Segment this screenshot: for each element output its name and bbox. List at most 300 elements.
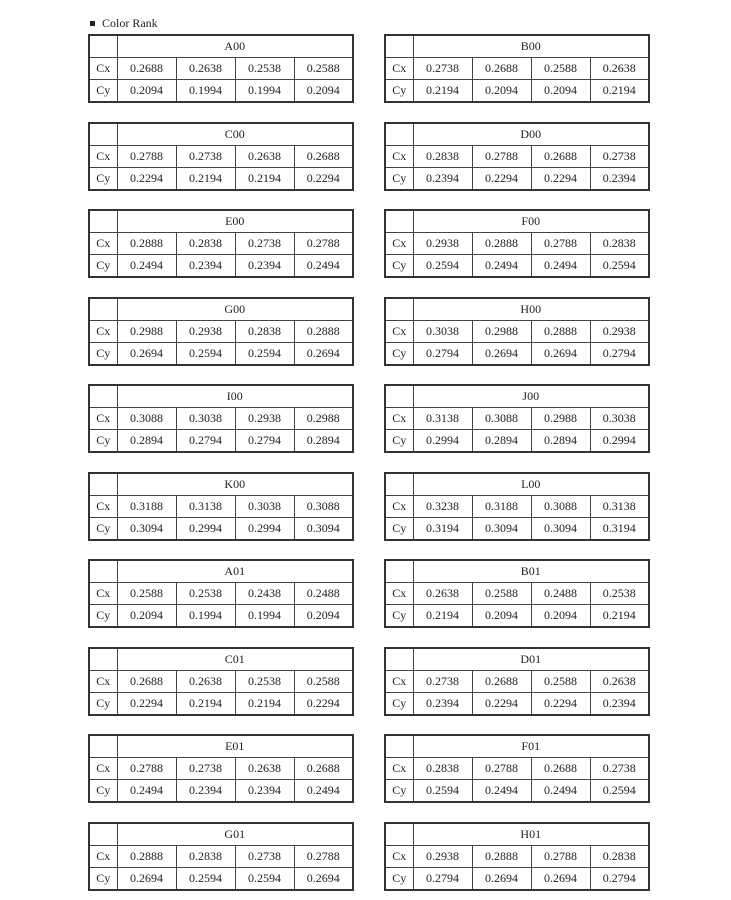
cx-row	[385, 845, 649, 867]
cy-label: Cy	[89, 255, 117, 278]
cx-value: 0.2788	[531, 233, 590, 255]
cy-value: 0.2194	[235, 692, 294, 715]
corner-cell	[89, 823, 117, 846]
cx-row	[89, 495, 353, 517]
cy-value: 0.2694	[531, 342, 590, 365]
rank-name: E01	[117, 735, 353, 758]
color-rank-table-f01	[384, 734, 650, 803]
corner-cell	[385, 823, 413, 846]
cy-value: 0.2094	[472, 605, 531, 628]
cx-value: 0.2538	[176, 583, 235, 605]
cy-row	[89, 167, 353, 190]
rank-name: F01	[413, 735, 649, 758]
cx-value: 0.2688	[472, 670, 531, 692]
cy-value: 0.2494	[472, 780, 531, 803]
cy-row	[385, 605, 649, 628]
cy-value: 0.2594	[176, 867, 235, 890]
cx-value: 0.3038	[590, 408, 649, 430]
cx-value: 0.2888	[472, 845, 531, 867]
cy-value: 0.2394	[176, 255, 235, 278]
rank-name: L00	[413, 473, 649, 496]
cx-row	[89, 233, 353, 255]
cx-value: 0.2738	[413, 670, 472, 692]
cx-value: 0.2688	[117, 670, 176, 692]
cx-row	[89, 670, 353, 692]
rank-name: C01	[117, 648, 353, 671]
cy-value: 0.2494	[294, 255, 353, 278]
cy-value: 0.2394	[413, 692, 472, 715]
cy-row	[89, 342, 353, 365]
rank-name: K00	[117, 473, 353, 496]
cx-label: Cx	[385, 670, 413, 692]
cy-label: Cy	[89, 430, 117, 453]
cx-label: Cx	[89, 320, 117, 342]
cx-row	[385, 145, 649, 167]
cx-value: 0.2938	[413, 845, 472, 867]
color-rank-table-h00	[384, 297, 650, 366]
cx-value: 0.2888	[294, 320, 353, 342]
color-rank-table-c01	[88, 647, 354, 716]
cx-value: 0.2538	[235, 58, 294, 80]
cy-label: Cy	[385, 167, 413, 190]
cx-value: 0.2838	[176, 845, 235, 867]
cy-value: 0.2994	[413, 430, 472, 453]
bullet-icon	[90, 21, 95, 26]
corner-cell	[89, 735, 117, 758]
rank-name: B01	[413, 560, 649, 583]
cx-row	[89, 145, 353, 167]
color-rank-table-k00	[88, 472, 354, 541]
cy-value: 0.2094	[294, 605, 353, 628]
cx-value: 0.2888	[472, 233, 531, 255]
color-rank-table-e01	[88, 734, 354, 803]
cx-value: 0.2938	[176, 320, 235, 342]
corner-cell	[89, 35, 117, 58]
cx-value: 0.3138	[176, 495, 235, 517]
cx-value: 0.2788	[531, 845, 590, 867]
cx-label: Cx	[89, 670, 117, 692]
cx-value: 0.3138	[413, 408, 472, 430]
cx-label: Cx	[89, 845, 117, 867]
cx-label: Cx	[385, 583, 413, 605]
cy-row	[385, 80, 649, 103]
cy-value: 0.2194	[590, 605, 649, 628]
cx-value: 0.2738	[176, 758, 235, 780]
cx-value: 0.2588	[531, 670, 590, 692]
cx-row	[385, 758, 649, 780]
rank-name: F00	[413, 210, 649, 233]
cy-label: Cy	[89, 517, 117, 540]
cy-row	[89, 605, 353, 628]
color-rank-table-l00	[384, 472, 650, 541]
cx-value: 0.2988	[531, 408, 590, 430]
cy-value: 0.2394	[235, 255, 294, 278]
cy-value: 0.2394	[235, 780, 294, 803]
cx-label: Cx	[385, 58, 413, 80]
cy-value: 0.2494	[117, 255, 176, 278]
cy-value: 0.2594	[413, 255, 472, 278]
cx-value: 0.2838	[235, 320, 294, 342]
cx-value: 0.2888	[117, 233, 176, 255]
cx-label: Cx	[89, 58, 117, 80]
cy-row	[89, 80, 353, 103]
cx-value: 0.2638	[235, 758, 294, 780]
cx-label: Cx	[385, 145, 413, 167]
cy-row	[385, 255, 649, 278]
color-rank-table-g01	[88, 822, 354, 891]
cy-value: 0.2494	[531, 780, 590, 803]
cx-value: 0.3138	[590, 495, 649, 517]
cy-value: 0.3094	[531, 517, 590, 540]
cy-row	[89, 517, 353, 540]
corner-cell	[89, 298, 117, 321]
cx-label: Cx	[89, 145, 117, 167]
cx-value: 0.2738	[590, 145, 649, 167]
cx-value: 0.2688	[472, 58, 531, 80]
cy-value: 0.2394	[176, 780, 235, 803]
cx-row	[385, 320, 649, 342]
cx-value: 0.2788	[117, 145, 176, 167]
cy-value: 0.2594	[590, 255, 649, 278]
cy-value: 0.2094	[294, 80, 353, 103]
cx-value: 0.2588	[117, 583, 176, 605]
corner-cell	[89, 385, 117, 408]
cy-label: Cy	[89, 780, 117, 803]
cx-value: 0.2988	[117, 320, 176, 342]
color-rank-table-g00	[88, 297, 354, 366]
corner-cell	[89, 123, 117, 146]
section-title: Color Rank	[102, 16, 158, 30]
corner-cell	[89, 473, 117, 496]
cy-row	[385, 342, 649, 365]
cx-row	[89, 845, 353, 867]
cy-value: 0.2994	[590, 430, 649, 453]
cy-value: 0.2694	[472, 342, 531, 365]
cx-label: Cx	[89, 233, 117, 255]
cy-value: 0.2194	[413, 80, 472, 103]
color-rank-table-f00	[384, 209, 650, 278]
cy-value: 0.2194	[176, 692, 235, 715]
cy-label: Cy	[89, 867, 117, 890]
cy-row	[385, 867, 649, 890]
cy-value: 0.2194	[413, 605, 472, 628]
cy-value: 0.2094	[117, 80, 176, 103]
cx-value: 0.2838	[413, 145, 472, 167]
cy-value: 0.2394	[413, 167, 472, 190]
cy-value: 0.2194	[176, 167, 235, 190]
color-rank-table-h01	[384, 822, 650, 891]
rank-name: D01	[413, 648, 649, 671]
cy-value: 0.2594	[413, 780, 472, 803]
cx-row	[385, 58, 649, 80]
cx-value: 0.2538	[590, 583, 649, 605]
cy-label: Cy	[385, 255, 413, 278]
cx-value: 0.2788	[294, 845, 353, 867]
cx-value: 0.2638	[590, 58, 649, 80]
cx-value: 0.2788	[294, 233, 353, 255]
cx-value: 0.3088	[531, 495, 590, 517]
corner-cell	[89, 210, 117, 233]
cx-value: 0.2688	[531, 145, 590, 167]
cx-value: 0.2638	[176, 58, 235, 80]
cx-row	[385, 583, 649, 605]
cx-value: 0.3188	[117, 495, 176, 517]
cx-value: 0.2638	[235, 145, 294, 167]
rank-name: H01	[413, 823, 649, 846]
cy-value: 0.2694	[531, 867, 590, 890]
cx-value: 0.2838	[176, 233, 235, 255]
corner-cell	[385, 648, 413, 671]
cy-label: Cy	[89, 80, 117, 103]
cy-value: 0.2894	[472, 430, 531, 453]
cy-value: 0.2994	[235, 517, 294, 540]
cy-label: Cy	[385, 605, 413, 628]
cx-label: Cx	[89, 583, 117, 605]
cx-value: 0.2738	[235, 233, 294, 255]
cx-value: 0.3038	[413, 320, 472, 342]
section-heading	[90, 16, 158, 30]
cx-value: 0.2988	[294, 408, 353, 430]
cy-value: 0.2294	[472, 167, 531, 190]
cy-value: 0.1994	[235, 80, 294, 103]
cx-value: 0.2588	[294, 670, 353, 692]
cy-value: 0.2294	[531, 692, 590, 715]
cy-value: 0.2594	[235, 867, 294, 890]
cy-value: 0.2494	[472, 255, 531, 278]
color-rank-table-d00	[384, 122, 650, 191]
cy-value: 0.2094	[531, 605, 590, 628]
cx-row	[89, 758, 353, 780]
cx-value: 0.2638	[176, 670, 235, 692]
cy-label: Cy	[385, 517, 413, 540]
cy-value: 0.2394	[590, 692, 649, 715]
cy-value: 0.2994	[176, 517, 235, 540]
cy-value: 0.2794	[590, 342, 649, 365]
cy-value: 0.2594	[590, 780, 649, 803]
cy-value: 0.2494	[531, 255, 590, 278]
corner-cell	[385, 735, 413, 758]
cy-row	[89, 780, 353, 803]
corner-cell	[385, 473, 413, 496]
cx-value: 0.2738	[413, 58, 472, 80]
cx-row	[89, 58, 353, 80]
rank-name: A01	[117, 560, 353, 583]
cy-value: 0.2794	[176, 430, 235, 453]
cy-value: 0.2094	[531, 80, 590, 103]
cx-value: 0.3088	[117, 408, 176, 430]
cx-value: 0.2838	[590, 845, 649, 867]
cx-value: 0.3238	[413, 495, 472, 517]
cx-value: 0.2788	[472, 145, 531, 167]
cy-value: 0.2694	[117, 867, 176, 890]
cx-value: 0.2938	[590, 320, 649, 342]
cx-value: 0.2638	[413, 583, 472, 605]
color-rank-table-b00	[384, 34, 650, 103]
cx-value: 0.2688	[117, 58, 176, 80]
corner-cell	[385, 35, 413, 58]
cy-row	[385, 780, 649, 803]
cx-value: 0.2788	[472, 758, 531, 780]
color-rank-table-i00	[88, 384, 354, 453]
rank-name: G01	[117, 823, 353, 846]
cy-value: 0.2394	[590, 167, 649, 190]
cx-value: 0.3038	[176, 408, 235, 430]
cy-value: 0.2294	[531, 167, 590, 190]
cy-label: Cy	[89, 167, 117, 190]
cy-value: 0.2694	[472, 867, 531, 890]
cy-value: 0.2694	[294, 867, 353, 890]
cy-label: Cy	[385, 80, 413, 103]
cx-value: 0.2738	[235, 845, 294, 867]
cx-value: 0.2938	[413, 233, 472, 255]
color-rank-table-a00	[88, 34, 354, 103]
rank-name: I00	[117, 385, 353, 408]
cy-value: 0.2194	[235, 167, 294, 190]
cy-label: Cy	[385, 430, 413, 453]
cx-value: 0.2988	[472, 320, 531, 342]
cy-value: 0.2294	[117, 167, 176, 190]
cx-label: Cx	[89, 495, 117, 517]
cy-value: 0.2094	[472, 80, 531, 103]
cx-value: 0.2738	[176, 145, 235, 167]
corner-cell	[385, 385, 413, 408]
cy-value: 0.3194	[590, 517, 649, 540]
cx-value: 0.2788	[117, 758, 176, 780]
cx-row	[385, 408, 649, 430]
cy-value: 0.2294	[472, 692, 531, 715]
cy-value: 0.2794	[590, 867, 649, 890]
rank-name: J00	[413, 385, 649, 408]
rank-name: C00	[117, 123, 353, 146]
rank-name: B00	[413, 35, 649, 58]
cx-row	[385, 670, 649, 692]
cx-value: 0.2538	[235, 670, 294, 692]
color-rank-table-b01	[384, 559, 650, 628]
cy-row	[89, 867, 353, 890]
cy-value: 0.2794	[413, 342, 472, 365]
cx-value: 0.2888	[117, 845, 176, 867]
cy-value: 0.2894	[294, 430, 353, 453]
cx-value: 0.2638	[590, 670, 649, 692]
cy-label: Cy	[89, 342, 117, 365]
cy-value: 0.3194	[413, 517, 472, 540]
corner-cell	[385, 210, 413, 233]
cy-value: 0.2294	[117, 692, 176, 715]
cy-label: Cy	[385, 780, 413, 803]
cx-value: 0.2588	[531, 58, 590, 80]
cy-value: 0.2894	[531, 430, 590, 453]
cx-label: Cx	[385, 320, 413, 342]
color-rank-table-c00	[88, 122, 354, 191]
cx-value: 0.3088	[472, 408, 531, 430]
cy-value: 0.2594	[176, 342, 235, 365]
cy-value: 0.2894	[117, 430, 176, 453]
cx-value: 0.2938	[235, 408, 294, 430]
color-rank-table-e00	[88, 209, 354, 278]
cy-value: 0.1994	[235, 605, 294, 628]
cy-label: Cy	[385, 692, 413, 715]
cy-row	[89, 430, 353, 453]
cy-value: 0.2794	[235, 430, 294, 453]
cy-value: 0.2294	[294, 692, 353, 715]
cy-value: 0.2094	[117, 605, 176, 628]
rank-name: E00	[117, 210, 353, 233]
cy-value: 0.2194	[590, 80, 649, 103]
corner-cell	[385, 560, 413, 583]
corner-cell	[385, 298, 413, 321]
cy-row	[385, 517, 649, 540]
cy-label: Cy	[89, 605, 117, 628]
cx-value: 0.3188	[472, 495, 531, 517]
color-rank-table-a01	[88, 559, 354, 628]
cx-label: Cx	[385, 408, 413, 430]
cy-value: 0.1994	[176, 80, 235, 103]
cx-value: 0.2688	[294, 145, 353, 167]
cy-row	[385, 692, 649, 715]
cx-value: 0.2738	[590, 758, 649, 780]
rank-name: H00	[413, 298, 649, 321]
cx-row	[385, 495, 649, 517]
cx-value: 0.2838	[590, 233, 649, 255]
cx-label: Cx	[89, 758, 117, 780]
color-rank-table-j00	[384, 384, 650, 453]
cy-row	[385, 167, 649, 190]
cx-label: Cx	[385, 495, 413, 517]
cy-label: Cy	[89, 692, 117, 715]
cy-row	[89, 692, 353, 715]
cx-row	[89, 583, 353, 605]
cx-value: 0.2688	[531, 758, 590, 780]
cx-label: Cx	[385, 233, 413, 255]
corner-cell	[89, 648, 117, 671]
cy-value: 0.2594	[235, 342, 294, 365]
cx-value: 0.2488	[531, 583, 590, 605]
cy-value: 0.2494	[117, 780, 176, 803]
cy-value: 0.1994	[176, 605, 235, 628]
corner-cell	[89, 560, 117, 583]
cy-row	[385, 430, 649, 453]
cy-value: 0.3094	[294, 517, 353, 540]
cy-value: 0.3094	[117, 517, 176, 540]
cy-value: 0.2494	[294, 780, 353, 803]
cx-value: 0.2838	[413, 758, 472, 780]
cy-row	[89, 255, 353, 278]
cy-value: 0.2694	[294, 342, 353, 365]
cx-value: 0.2888	[531, 320, 590, 342]
rank-name: A00	[117, 35, 353, 58]
cx-value: 0.2488	[294, 583, 353, 605]
rank-name: D00	[413, 123, 649, 146]
cx-value: 0.2688	[294, 758, 353, 780]
cy-label: Cy	[385, 867, 413, 890]
cx-value: 0.2438	[235, 583, 294, 605]
rank-name: G00	[117, 298, 353, 321]
color-rank-table-d01	[384, 647, 650, 716]
cy-value: 0.2694	[117, 342, 176, 365]
cx-value: 0.3088	[294, 495, 353, 517]
cx-label: Cx	[385, 758, 413, 780]
cx-value: 0.2588	[472, 583, 531, 605]
cx-row	[89, 320, 353, 342]
cx-value: 0.2588	[294, 58, 353, 80]
cx-label: Cx	[385, 845, 413, 867]
cy-value: 0.2294	[294, 167, 353, 190]
cx-row	[385, 233, 649, 255]
cx-row	[89, 408, 353, 430]
cx-value: 0.3038	[235, 495, 294, 517]
cx-label: Cx	[89, 408, 117, 430]
cy-value: 0.2794	[413, 867, 472, 890]
